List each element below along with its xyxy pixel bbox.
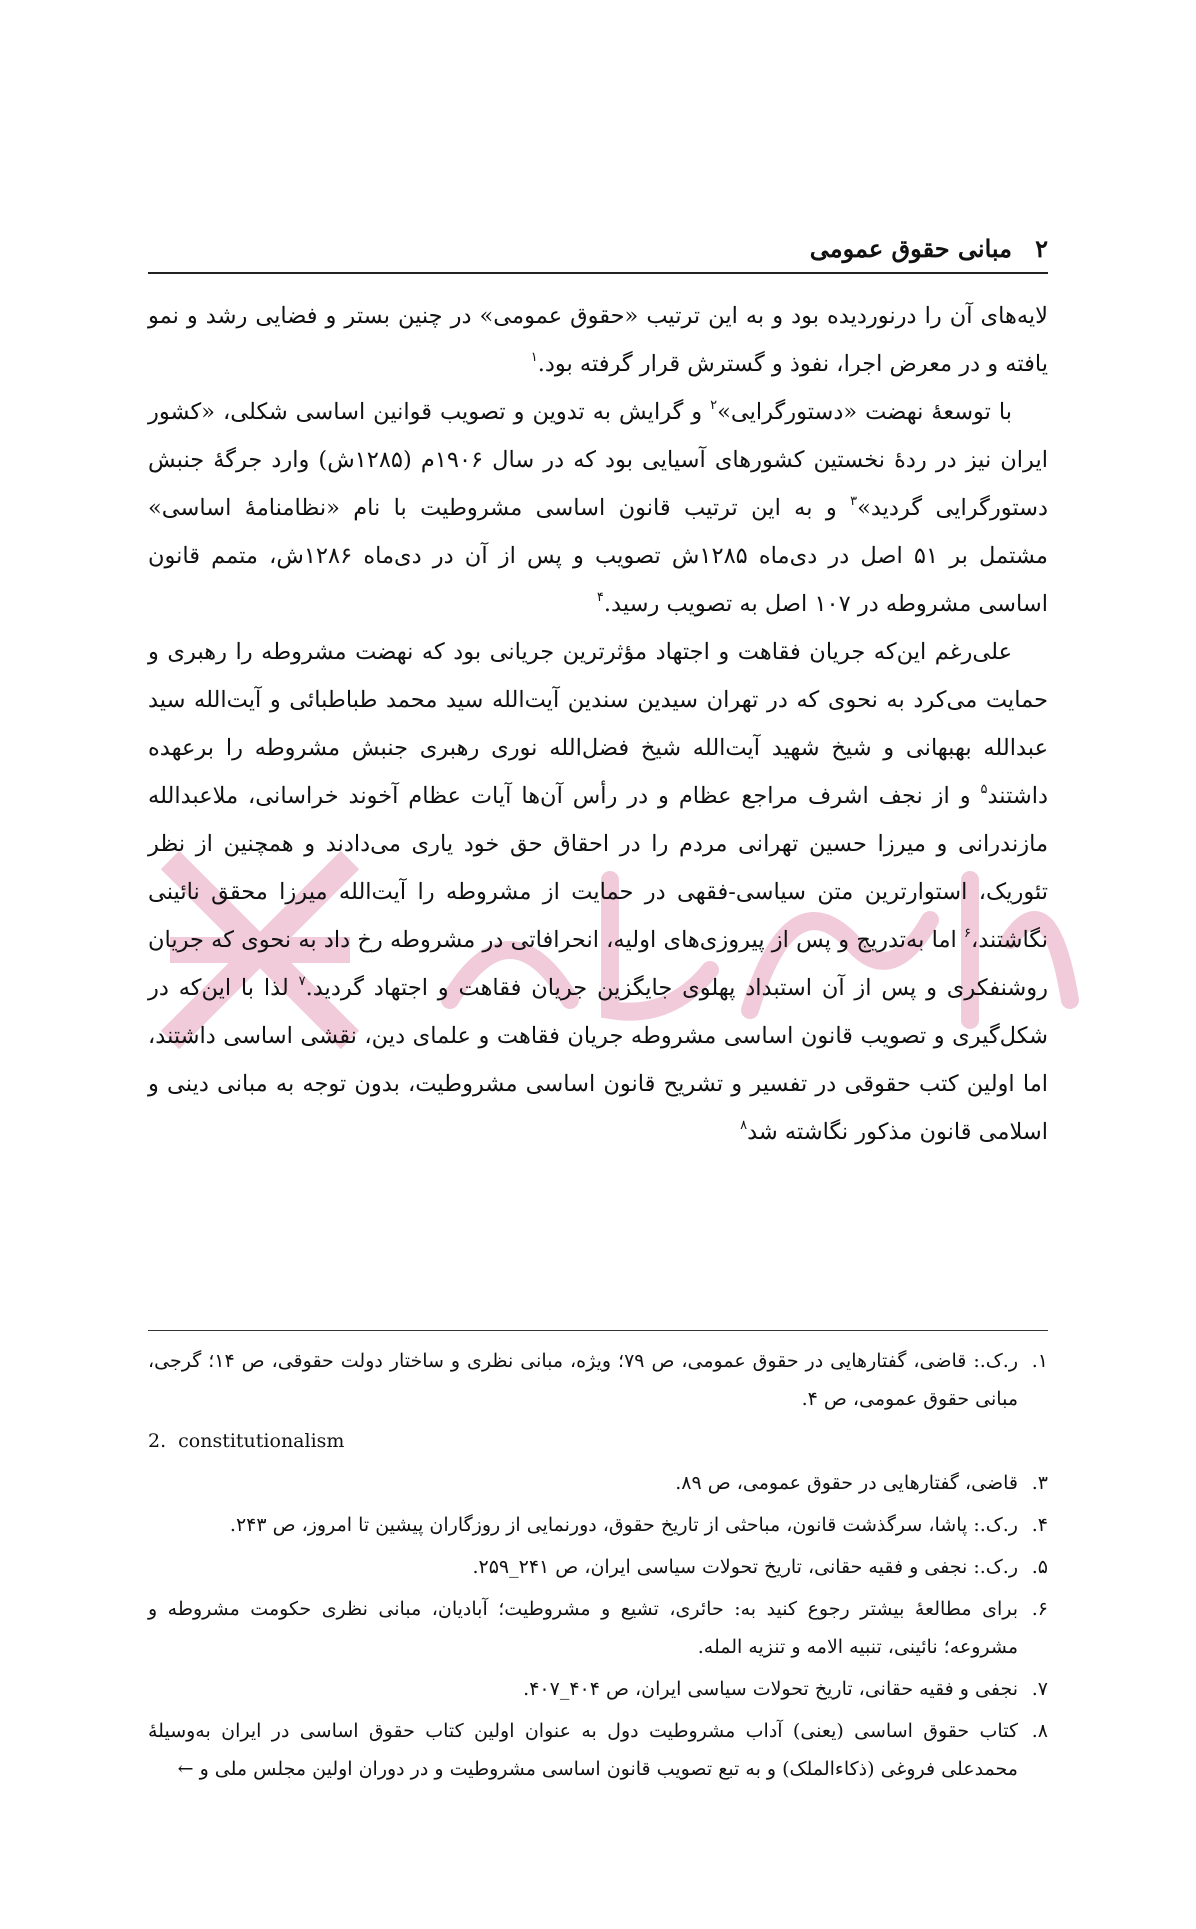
- page-number: ۲: [1035, 234, 1048, 263]
- footnote-ref-7: ۷: [298, 974, 306, 989]
- paragraph-2: با توسعهٔ نهضت «دستورگرایی»$^۲$ و گرایش به تدوین و تصویب قوانین اساسی شکلی، «کشور ایران نیز در ردهٔ نخستین کشورهای آسیایی بود که در سال ۱۹۰۶م (۱۲۸۵ش) وارد جرگهٔ جنبش دستورگرایی گردید»$^۳$ و به این ترتیب قانون اساسی مشروطیت با نام «نظامنامهٔ اساسی» مشتمل بر ۵۱ اصل در دی‌ماه ۱۲۸۵ش تصویب و پس از آن در دی‌ماه ۱۲۸۶ش، متمم قانون اساسی مشروطه در ۱۰۷ اصل به تصویب رسید.$^۴$: [148, 398, 1048, 617]
- running-title: مبانی حقوق عمومی: [809, 234, 1012, 263]
- footnote-1: ۱. ر.ک.: قاضی، گفتارهایی در حقوق عمومی، ص ۷۹؛ ویژه، مبانی نظری و ساختار دولت حقوقی، ص ۱۴؛ گرجی، مبانی حقوق عمومی، ص ۴.: [148, 1350, 1048, 1410]
- footnote-ref-1: ۱: [530, 350, 538, 365]
- footnote-ref-2: ۲: [710, 398, 718, 413]
- paragraph-3: علی‌رغم این‌که جریان فقاهت و اجتهاد مؤثرترین جریانی بود که نهضت مشروطه را رهبری و حمایت می‌کرد به نحوی که در تهران سیدین سندین آیت‌الله سید محمد طباطبائی و آیت‌الله سید عبدالله بهبهانی و شیخ شهید آیت‌الله شیخ فضل‌الله نوری رهبری جنبش مشروطه را برعهده داشتند$^۵$ و از نجف اشرف مراجع عظام و در رأس آن‌ها آیات عظام آخوند خراسانی، ملاعبدالله مازندرانی و میرزا حسین تهرانی مردم را در احقاق حق خود یاری می‌دادند و همچنین از نظر تئوریک، استوارترین متن سیاسی-فقهی در حمایت از مشروطه را آیت‌الله میرزا محقق نائینی نگاشتند،$^۶$ اما به‌تدریج و پس از پیروزی‌های اولیه، انحرافاتی در مشروطه رخ داد به نحوی که جریان روشنفکری و پس از آن استبداد پهلوی جایگزین جریان فقاهت و اجتهاد گردید.$^۷$ لذا با این‌که در شکل‌گیری و تصویب قانون اساسی مشروطه جریان فقاهت و علمای دین، نقشی اساسی داشتند، اما اولین کتب حقوقی در تفسیر و تشریح قانون اساسی مشروطیت، بدون توجه به مبانی دینی و اسلامی قانون مذکور نگاشته شد$^۸$: [148, 639, 1048, 1145]
- footnote-ref-4: ۴: [596, 590, 604, 605]
- footnote-6: ۶. برای مطالعهٔ بیشتر رجوع کنید به: حائری، تشیع و مشروطیت؛ آبادیان، مبانی نظری حکومت مشروطه و مشروعه؛ نائینی، تنبیه الامه و تنزیه المله.: [148, 1598, 1048, 1658]
- footnote-4: ۴. ر.ک.: پاشا، سرگذشت قانون، مباحثی از تاریخ حقوق، دورنمایی از روزگاران پیشین تا امروز، ص ۲۴۳.: [229, 1514, 1048, 1536]
- running-header: [148, 232, 1048, 272]
- footnote-8: ۸. کتاب حقوق اساسی (یعنی) آداب مشروطیت دول به عنوان اولین کتاب حقوق اساسی در ایران به‌وسیلهٔ محمدعلی فروغی (ذکاءالملک) و به تبع تصویب قانون اساسی مشروطیت و در دوران اولین مجلس ملی و ←: [148, 1720, 1048, 1780]
- footnote-divider: [148, 1330, 1048, 1331]
- paragraph-1: لایه‌های آن را درنوردیده بود و به این ترتیب «حقوق عمومی» در چنین بستر و فضایی رشد و نمو یافته و در معرض اجرا، نفوذ و گسترش قرار گرفته بود.$^۱$: [148, 303, 1048, 377]
- footnote-ref-8: ۸: [740, 1118, 748, 1133]
- footnote-ref-5: ۵: [980, 782, 988, 797]
- footnotes: [148, 1342, 1048, 1788]
- main-text: [148, 292, 1048, 1156]
- footnote-5: ۵. ر.ک.: نجفی و فقیه حقانی، تاریخ تحولات سیاسی ایران، ص ۲۴۱_۲۵۹.: [472, 1556, 1048, 1578]
- footnote-7: ۷. نجفی و فقیه حقانی، تاریخ تحولات سیاسی ایران، ص ۴۰۴_۴۰۷.: [523, 1678, 1048, 1700]
- footnote-2: 2. constitutionalism: [148, 1430, 345, 1452]
- header-divider: [148, 272, 1048, 274]
- footnote-3: ۳. قاضی، گفتارهایی در حقوق عمومی، ص ۸۹.: [675, 1472, 1048, 1494]
- footnote-ref-6: ۶: [963, 926, 971, 941]
- footnote-ref-3: ۳: [850, 494, 858, 509]
